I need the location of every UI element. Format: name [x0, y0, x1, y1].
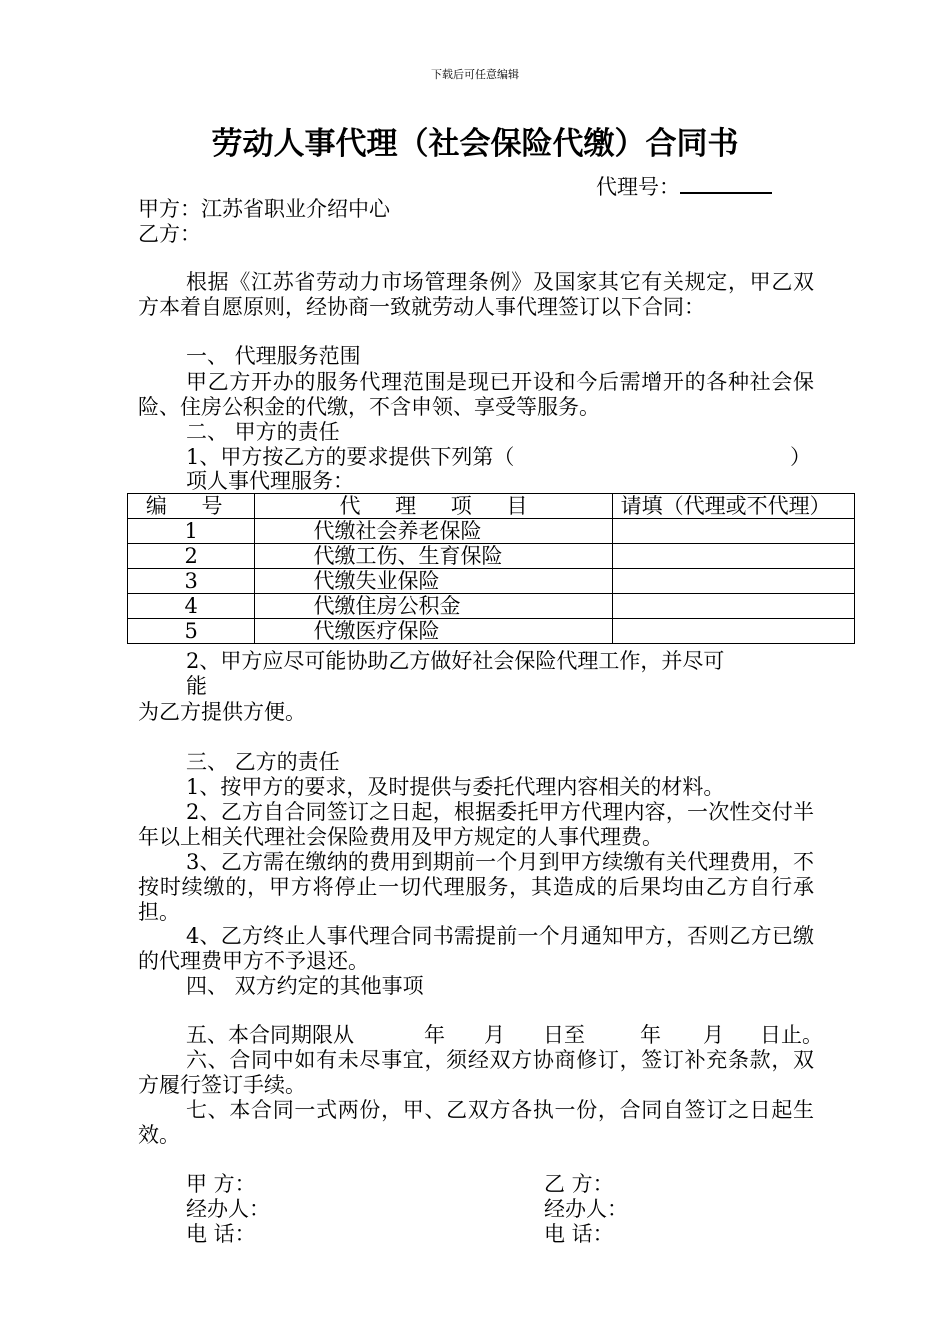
- row-number: 5: [128, 619, 255, 644]
- section-2-item-1-close: ）: [790, 445, 811, 469]
- party-a: 甲方：江苏省职业介绍中心: [138, 197, 390, 221]
- row-item: 代缴医疗保险: [255, 619, 612, 644]
- header-note: 下载后可任意编辑: [431, 68, 519, 81]
- row-fill-cell[interactable]: [612, 569, 854, 594]
- table-row: [128, 569, 855, 594]
- section-3-item-1: 1、按甲方的要求，及时提供与委托代理内容相关的材料。: [186, 775, 725, 799]
- term-from: 五、本合同期限从: [186, 1023, 354, 1047]
- row-item: 代缴住房公积金: [255, 594, 612, 619]
- section-6: 六、合同中如有未尽事宜，须经双方协商修订，签订补充条款，双方履行签订手续。: [138, 1048, 814, 1097]
- section-2-item-2-cont: 为乙方提供方便。: [138, 700, 306, 724]
- agent-number-blank: [680, 172, 772, 194]
- agent-number-label: 代理号：: [596, 175, 680, 199]
- term-year-1: 年: [424, 1023, 445, 1047]
- section-7: 七、本合同一式两份，甲、乙双方各执一份，合同自签订之日起生效。: [138, 1098, 814, 1147]
- sign-a-handler: 经办人：: [186, 1197, 270, 1221]
- row-fill-cell[interactable]: [612, 544, 854, 569]
- row-item: 代缴工伤、生育保险: [255, 544, 612, 569]
- sign-b-handler: 经办人：: [544, 1197, 628, 1221]
- row-item: 代缴社会养老保险: [255, 519, 612, 544]
- row-fill-cell[interactable]: [612, 519, 854, 544]
- term-day-to: 日至: [543, 1023, 585, 1047]
- section-1-text: 甲乙方开办的服务代理范围是现已开设和今后需增开的各种社会保险、住房公积金的代缴，不含申领、享受等服务。: [138, 370, 814, 419]
- row-number: 3: [128, 569, 255, 594]
- term-month-1: 月: [484, 1023, 505, 1047]
- row-fill-cell[interactable]: [612, 619, 854, 644]
- intro-paragraph: 根据《江苏省劳动力市场管理条例》及国家其它有关规定，甲乙双方本着自愿原则，经协商一致就劳动人事代理签订以下合同：: [138, 270, 814, 319]
- section-3-title: 三、 乙方的责任: [186, 750, 340, 774]
- table-row: [128, 594, 855, 619]
- sign-b-phone: 电 话：: [544, 1222, 614, 1246]
- sign-a-party: 甲 方：: [186, 1172, 256, 1196]
- section-3-item-3: 3、乙方需在缴纳的费用到期前一个月到甲方续缴有关代理费用，不按时续缴的，甲方将停止一切代理服务，其造成的后果均由乙方自行承担。: [138, 850, 814, 924]
- row-number: 2: [128, 544, 255, 569]
- sign-a-phone: 电 话：: [186, 1222, 256, 1246]
- section-2-item-2: 2、甲方应尽可能协助乙方做好社会保险代理工作，并尽可: [186, 649, 725, 673]
- sign-b-party: 乙 方：: [544, 1172, 614, 1196]
- party-b: 乙方：: [138, 222, 201, 246]
- term-month-2: 月: [703, 1023, 724, 1047]
- section-2-title: 二、 甲方的责任: [186, 420, 340, 444]
- row-number: 4: [128, 594, 255, 619]
- header-fill: 请填（代理或不代理）: [612, 494, 854, 519]
- row-fill-cell[interactable]: [612, 594, 854, 619]
- header-item: 代 理 项 目: [255, 494, 612, 519]
- row-number: 1: [128, 519, 255, 544]
- table-row: [128, 519, 855, 544]
- term-year-2: 年: [640, 1023, 661, 1047]
- section-3-item-2: 2、乙方自合同签订之日起，根据委托甲方代理内容，一次性交付半年以上相关代理社会保险费用及甲方规定的人事代理费。: [138, 800, 814, 849]
- section-3-item-4: 4、乙方终止人事代理合同书需提前一个月通知甲方，否则乙方已缴的代理费甲方不予退还。: [138, 924, 814, 973]
- document-title: 劳动人事代理（社会保险代缴）合同书: [211, 126, 739, 162]
- table-row: [128, 544, 855, 569]
- row-item: 代缴失业保险: [255, 569, 612, 594]
- header-number: 编 号: [128, 494, 255, 519]
- section-4-title: 四、 双方约定的其他事项: [186, 974, 424, 998]
- table-row: [128, 619, 855, 644]
- section-1-title: 一、 代理服务范围: [186, 344, 361, 368]
- service-items-table: [127, 493, 855, 644]
- section-2-item-1: 1、甲方按乙方的要求提供下列第（: [186, 445, 515, 469]
- table-header-row: [128, 494, 855, 519]
- term-day-end: 日止。: [760, 1023, 823, 1047]
- agent-number-line: [596, 172, 772, 200]
- section-2-item-1-cont: 项人事代理服务：: [186, 469, 354, 493]
- section-2-item-2-wrap: 能: [186, 674, 207, 698]
